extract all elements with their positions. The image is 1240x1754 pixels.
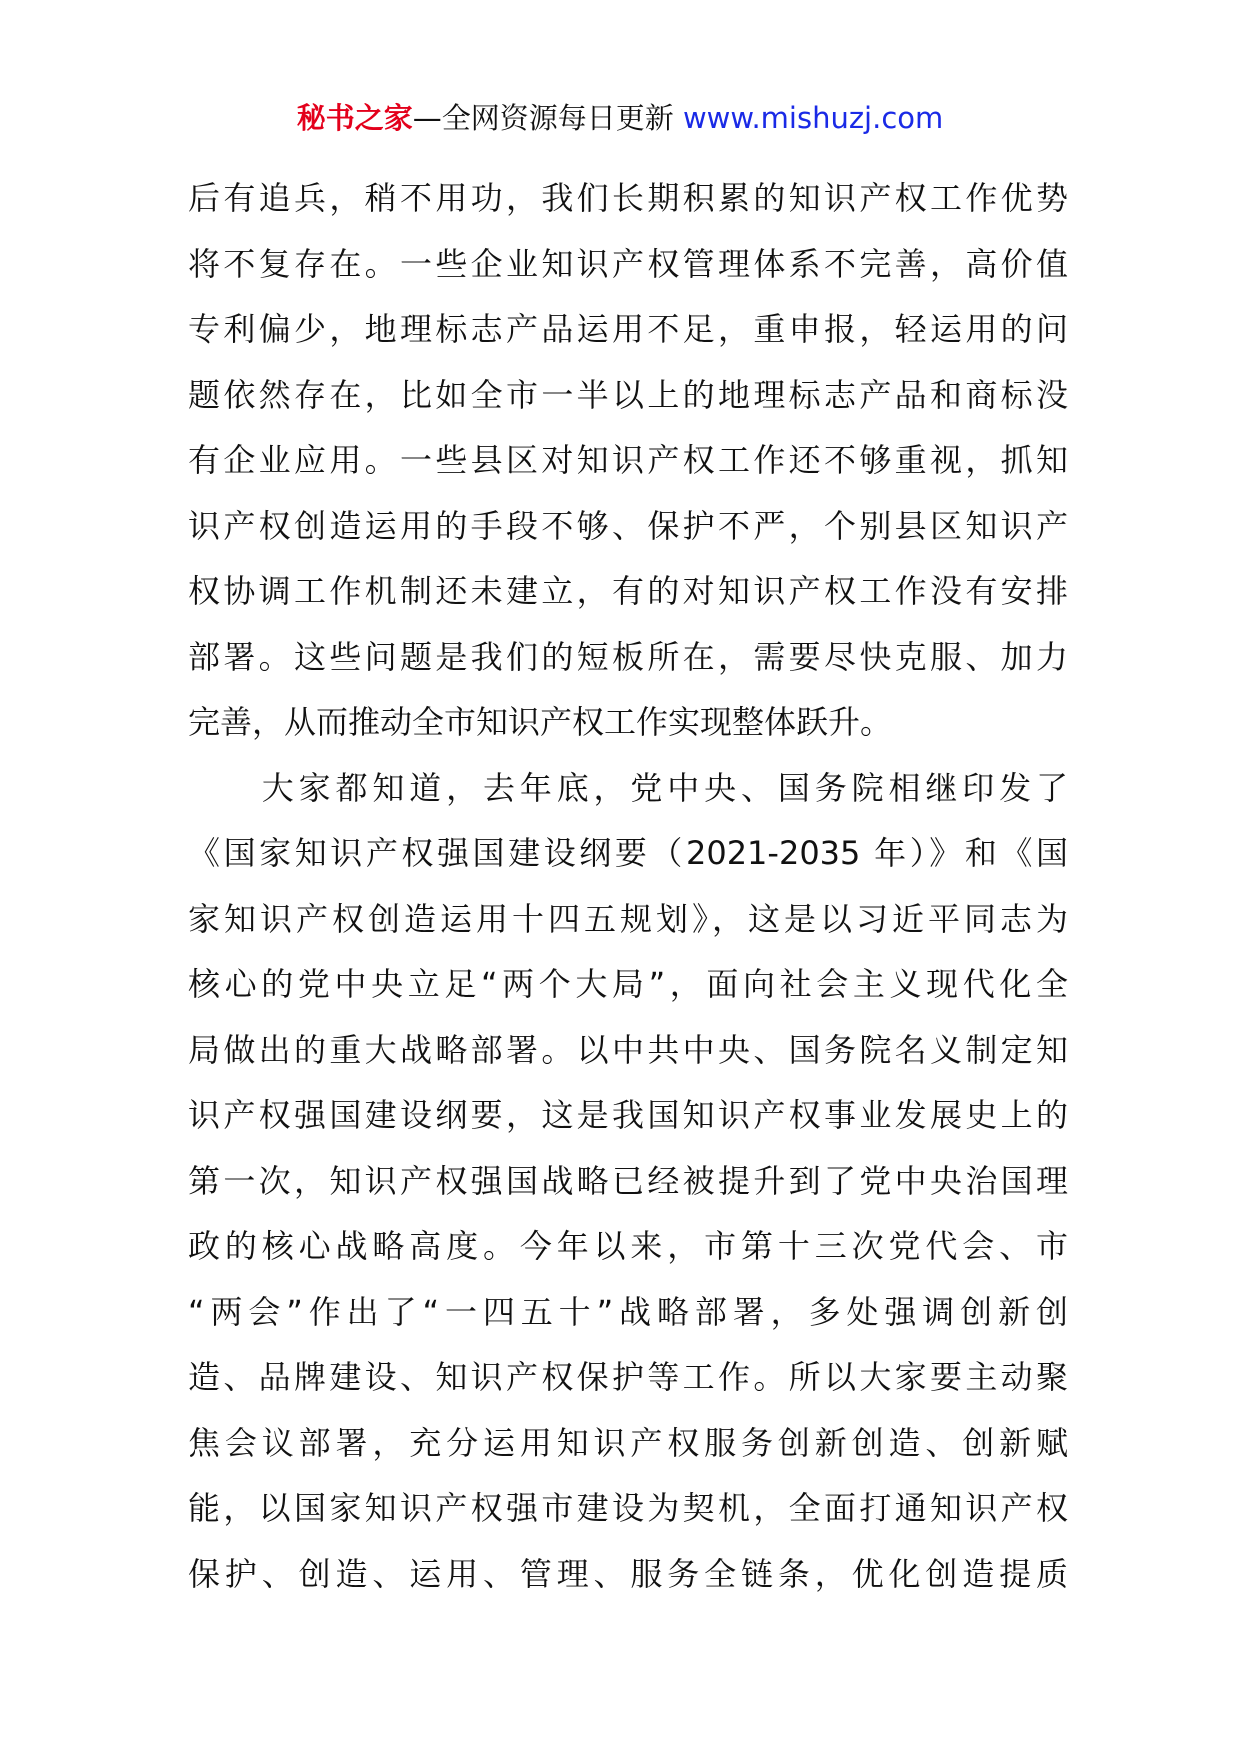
- text-line: “两会”作出了“一四五十”战略部署，多处强调创新创: [188, 1292, 1068, 1331]
- text-line: 后有追兵，稍不用功，我们长期积累的知识产权工作优势: [188, 179, 1068, 217]
- text-line: 局做出的重大战略部署。以中共中央、国务院名义制定知: [188, 1030, 1068, 1069]
- text-line: 识产权强国建设纲要，这是我国知识产权事业发展史上的: [188, 1096, 1068, 1134]
- document-body: [188, 166, 1068, 1607]
- text-line: 有企业应用。一些县区对知识产权工作还不够重视，抓知: [188, 441, 1068, 479]
- paragraph-end-line: 完善，从而推动全市知识产权工作实现整体跃升。: [188, 703, 893, 741]
- text-line: 权协调工作机制还未建立，有的对知识产权工作没有安排: [188, 572, 1068, 610]
- text-line: 造、品牌建设、知识产权保护等工作。所以大家要主动聚: [188, 1358, 1068, 1396]
- text-line: 专利偏少，地理标志产品运用不足，重申报，轻运用的问: [188, 310, 1068, 348]
- header-tagline: —全网资源每日更新: [412, 101, 674, 135]
- text-line: 第一次，知识产权强国战略已经被提升到了党中央治国理: [188, 1161, 1068, 1200]
- text-line: 家知识产权创造运用十四五规划》，这是以习近平同志为: [188, 899, 1068, 938]
- text-line: 识产权创造运用的手段不够、保护不严，个别县区知识产: [188, 506, 1068, 545]
- text-line: 保护、创造、运用、管理、服务全链条，优化创造提质: [188, 1554, 1068, 1593]
- page-header: [0, 98, 1240, 138]
- site-link[interactable]: www.mishuzj.com: [682, 101, 944, 135]
- text-line: 焦会议部署，充分运用知识产权服务创新创造、创新赋: [188, 1423, 1068, 1462]
- text-line: 题依然存在，比如全市一半以上的地理标志产品和商标没: [188, 375, 1068, 414]
- text-line: 核心的党中央立足“两个大局”，面向社会主义现代化全: [188, 965, 1068, 1003]
- text-line: 将不复存在。一些企业知识产权管理体系不完善，高价值: [188, 244, 1068, 283]
- brand-name: 秘书之家: [296, 101, 413, 135]
- text-line: 政的核心战略高度。今年以来，市第十三次党代会、市: [188, 1227, 1068, 1265]
- text-line: 能，以国家知识产权强市建设为契机，全面打通知识产权: [188, 1489, 1068, 1527]
- text-line: 《国家知识产权强国建设纲要（2021-2035 年）》和《国: [188, 834, 1068, 872]
- text-line: 部署。这些问题是我们的短板所在，需要尽快克服、加力: [188, 637, 1068, 676]
- paragraph-start-line: 大家都知道，去年底，党中央、国务院相继印发了: [188, 768, 1068, 807]
